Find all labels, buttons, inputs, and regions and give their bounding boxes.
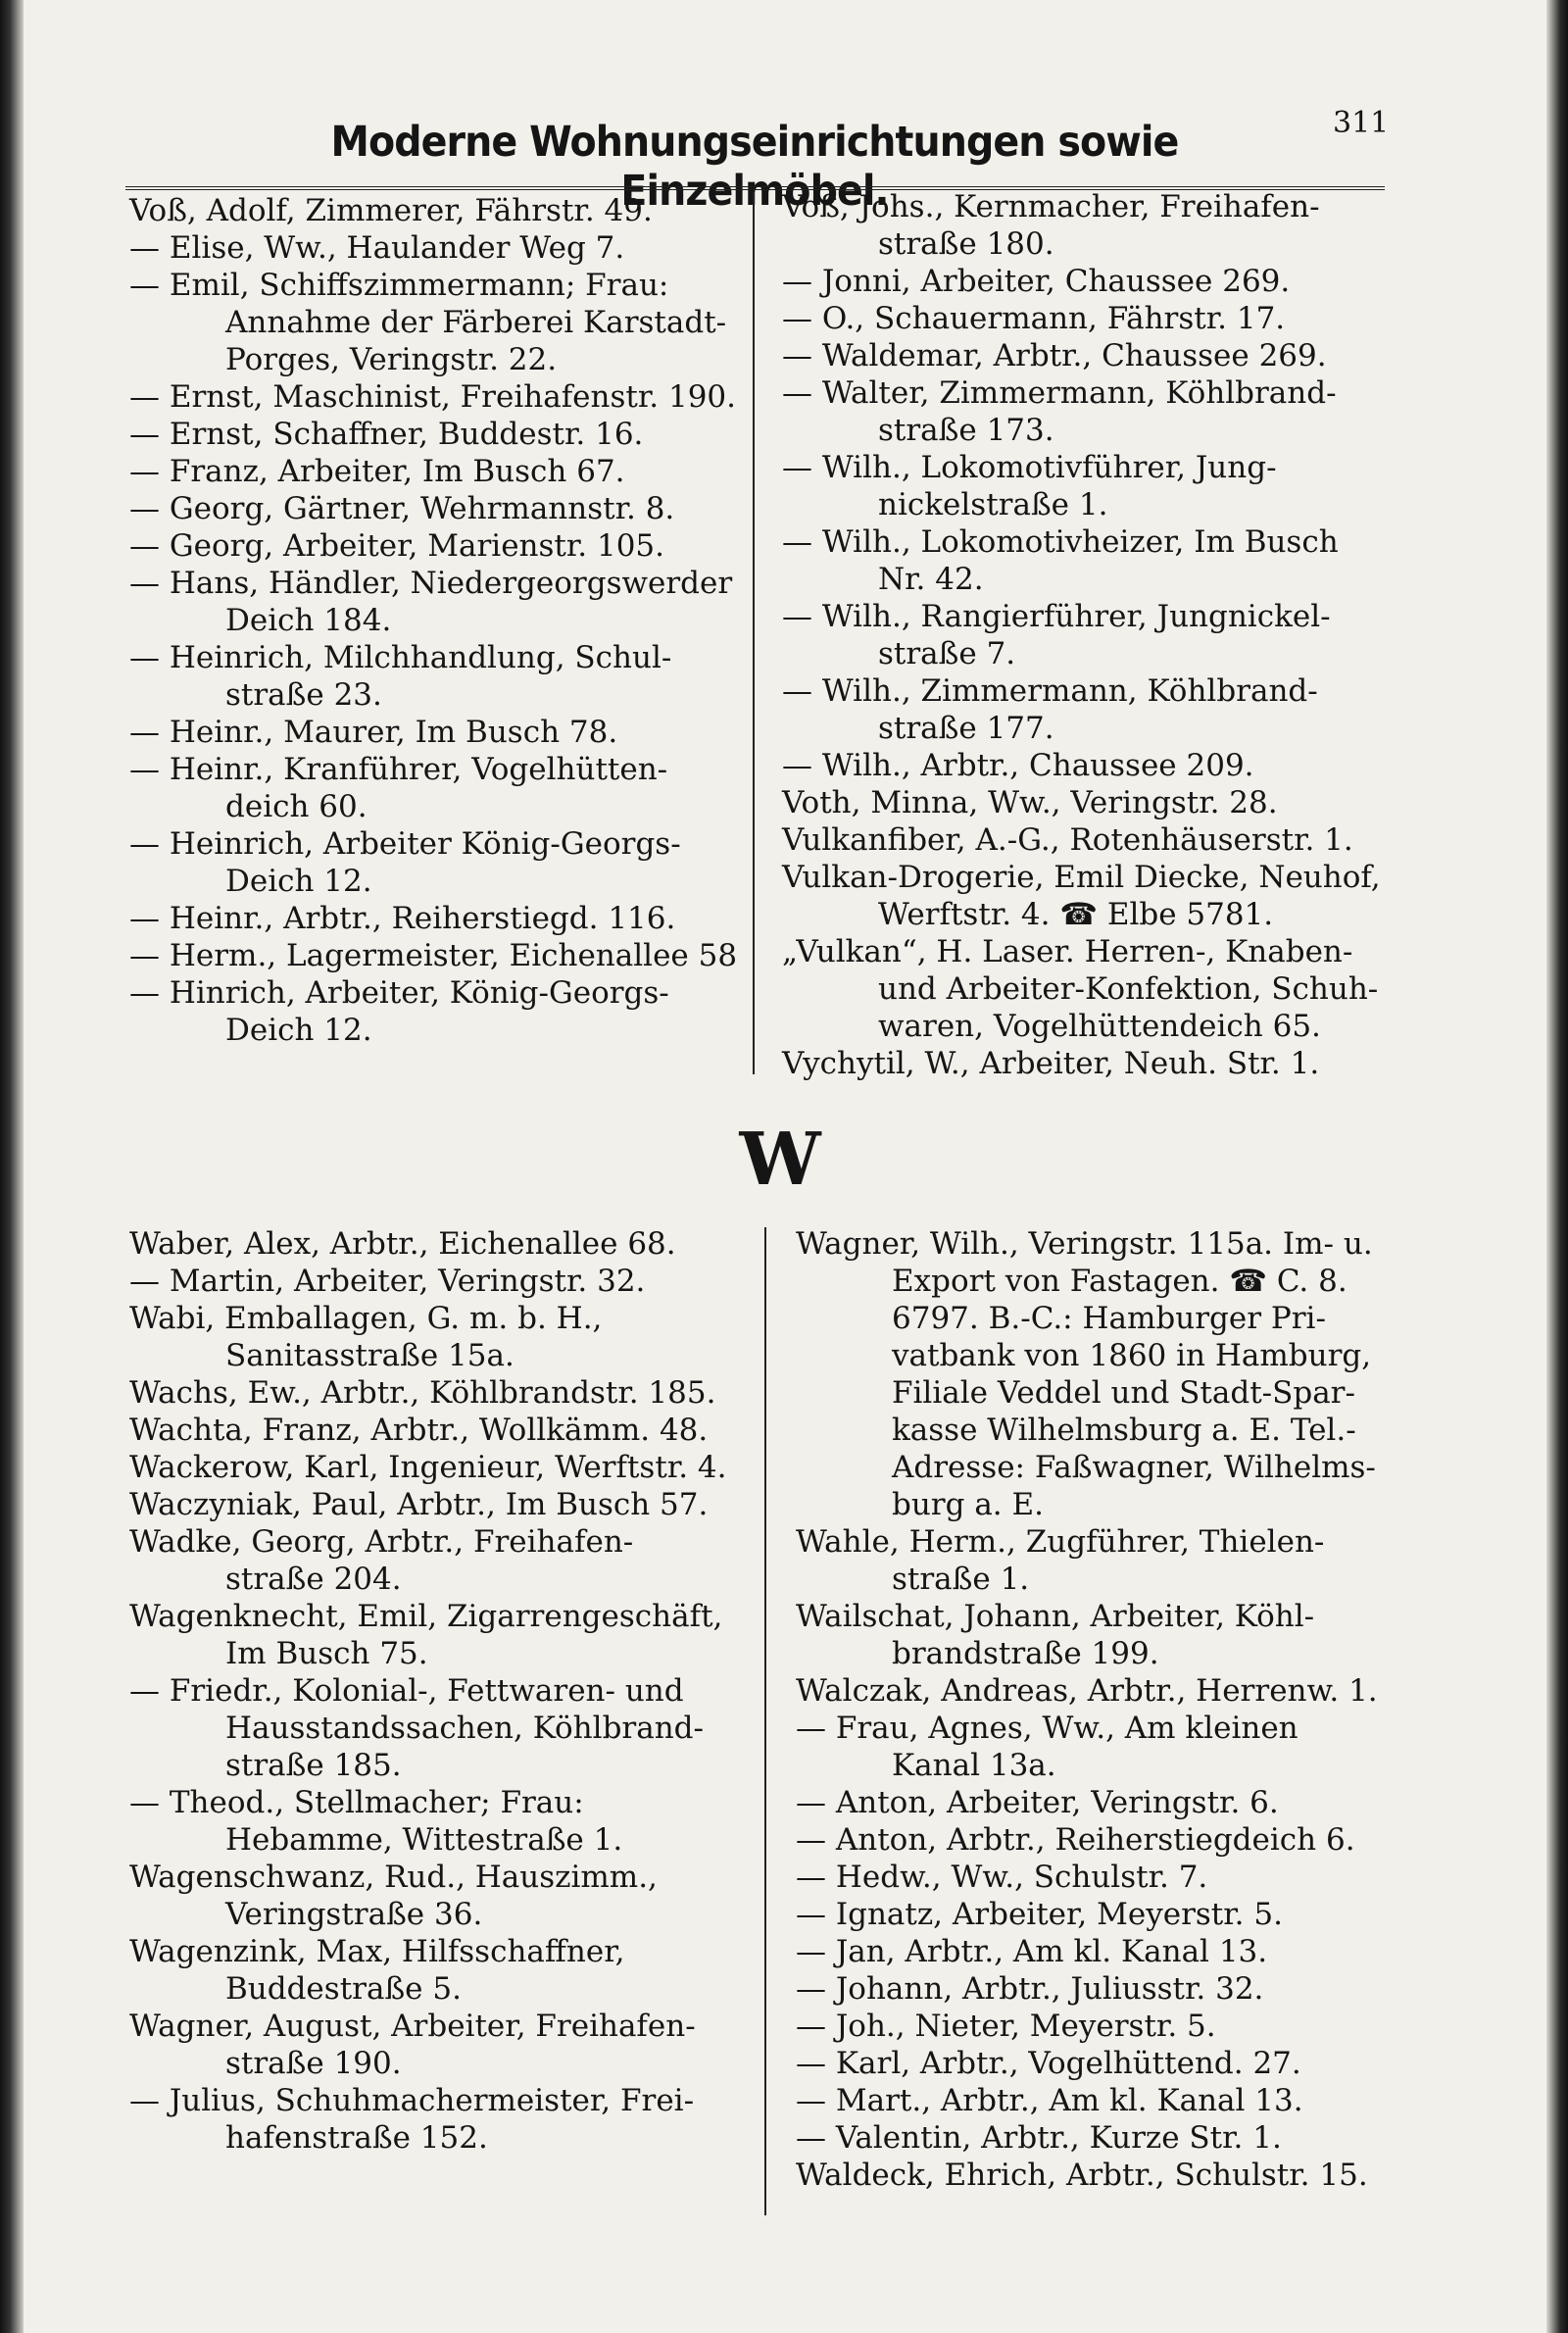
- entry-name-line: Wagner, August, Arbeiter, Freihafen-: [129, 2009, 696, 2044]
- directory-entry: [782, 933, 1409, 1045]
- entry-name-line: Waldeck, Ehrich, Arbtr., Schulstr. 15.: [796, 2158, 1368, 2193]
- directory-entry: [129, 229, 727, 267]
- directory-entry: [129, 453, 727, 490]
- entry-name-line: — Friedr., Kolonial-, Fettwaren- und: [129, 1673, 684, 1709]
- entry-continuation-line: straße 23.: [225, 677, 382, 713]
- directory-entry: [796, 1784, 1423, 1821]
- entry-continuation-line: straße 177.: [878, 711, 1054, 746]
- entry-continuation-line: 6797. B.-C.: Hamburger Pri-: [892, 1301, 1326, 1336]
- entry-continuation-line: Hebamme, Wittestraße 1.: [225, 1822, 623, 1858]
- entry-continuation-line: burg a. E.: [892, 1487, 1044, 1522]
- directory-entry: [129, 1225, 737, 1263]
- entry-continuation-line: Hausstandssachen, Köhlbrand-: [225, 1711, 704, 1746]
- entry-name-line: — Joh., Nieter, Meyerstr. 5.: [796, 2009, 1216, 2044]
- entry-continuation-line: straße 173.: [878, 413, 1054, 448]
- entry-name-line: Wailschat, Johann, Arbeiter, Köhl-: [796, 1599, 1315, 1634]
- entry-continuation-line: Annahme der Färberei Karstadt-: [225, 305, 727, 340]
- entry-name-line: — Heinrich, Arbeiter König-Georgs-: [129, 826, 681, 862]
- entry-name-line: — Johann, Arbtr., Juliusstr. 32.: [796, 1971, 1264, 2007]
- directory-entry: [129, 1598, 737, 1672]
- entry-name-line: Waczyniak, Paul, Arbtr., Im Busch 57.: [129, 1487, 709, 1522]
- entry-name-line: „Vulkan“, H. Laser. Herren-, Knaben-: [782, 934, 1353, 969]
- directory-entry: [782, 1045, 1409, 1082]
- directory-entry: [796, 1672, 1423, 1710]
- entry-name-line: — Wilh., Zimmermann, Köhlbrand-: [782, 673, 1318, 709]
- entry-name-line: — Herm., Lagermeister, Eichenallee 58: [129, 938, 738, 973]
- entry-name-line: Wabi, Emballagen, G. m. b. H.,: [129, 1301, 603, 1336]
- entry-continuation-line: Buddestraße 5.: [225, 1971, 462, 2007]
- directory-entry: [782, 188, 1409, 263]
- entry-name-line: — Julius, Schuhmachermeister, Frei-: [129, 2083, 695, 2118]
- entry-name-line: — Hinrich, Arbeiter, König-Georgs-: [129, 975, 669, 1011]
- entry-name-line: — Anton, Arbeiter, Veringstr. 6.: [796, 1785, 1279, 1820]
- entry-continuation-line: kasse Wilhelmsburg a. E. Tel.-: [892, 1413, 1356, 1448]
- entry-name-line: — Heinrich, Milchhandlung, Schul-: [129, 640, 672, 675]
- directory-entry: [129, 639, 727, 714]
- entry-continuation-line: Werftstr. 4. ☎ Elbe 5781.: [878, 897, 1274, 932]
- entry-name-line: Wagenschwanz, Rud., Hauszimm.,: [129, 1860, 658, 1895]
- entry-continuation-line: und Arbeiter-Konfektion, Schuh-: [878, 971, 1379, 1007]
- entry-name-line: Voß, Johs., Kernmacher, Freihafen-: [782, 189, 1320, 224]
- column-top-left: [129, 192, 738, 1049]
- directory-entry: [129, 1374, 737, 1412]
- entry-continuation-line: brandstraße 199.: [892, 1636, 1159, 1671]
- entry-name-line: — Georg, Gärtner, Wehrmannstr. 8.: [129, 491, 675, 526]
- page-header-title: Moderne Wohnungseinrichtungen sowie Einzelmöbel.: [330, 118, 1179, 216]
- directory-entry: [129, 714, 727, 751]
- entry-continuation-line: hafenstraße 152.: [225, 2120, 488, 2156]
- directory-entry: [782, 784, 1409, 821]
- entry-name-line: Vychytil, W., Arbeiter, Neuh. Str. 1.: [782, 1046, 1320, 1081]
- entry-name-line: Waber, Alex, Arbtr., Eichenallee 68.: [129, 1226, 676, 1262]
- directory-entry: [796, 2119, 1423, 2157]
- entry-name-line: — Jan, Arbtr., Am kl. Kanal 13.: [796, 1934, 1268, 1969]
- entry-name-line: — Emil, Schiffszimmermann; Frau:: [129, 268, 669, 303]
- directory-entry: [782, 337, 1409, 374]
- entry-name-line: — Ignatz, Arbeiter, Meyerstr. 5.: [796, 1897, 1283, 1932]
- directory-entry: [796, 1896, 1423, 1933]
- entry-name-line: — Heinr., Kranführer, Vogelhütten-: [129, 752, 668, 787]
- column-top-right: [782, 188, 1409, 1082]
- entry-continuation-line: vatbank von 1860 in Hamburg,: [892, 1338, 1372, 1373]
- entry-name-line: Walczak, Andreas, Arbtr., Herrenw. 1.: [796, 1673, 1378, 1709]
- directory-entry: [129, 378, 737, 416]
- directory-entry: [782, 263, 1409, 300]
- column-bottom-left: [129, 1225, 737, 2157]
- directory-entry: [796, 2157, 1423, 2194]
- entry-continuation-line: Export von Fastagen. ☎ C. 8.: [892, 1264, 1348, 1299]
- directory-entry: [782, 523, 1409, 598]
- entry-continuation-line: straße 185.: [225, 1748, 402, 1783]
- directory-entry: [129, 527, 727, 565]
- directory-entry: [796, 1523, 1423, 1598]
- directory-entry: [129, 1263, 737, 1300]
- directory-entry: [782, 821, 1409, 859]
- entry-name-line: Vulkanfiber, A.-G., Rotenhäuserstr. 1.: [782, 822, 1353, 858]
- directory-entry: [796, 2045, 1423, 2082]
- entry-name-line: — Jonni, Arbeiter, Chaussee 269.: [782, 264, 1291, 299]
- entry-name-line: — Valentin, Arbtr., Kurze Str. 1.: [796, 2120, 1282, 2156]
- entry-continuation-line: Adresse: Faßwagner, Wilhelms-: [892, 1450, 1376, 1485]
- directory-entry: [129, 1412, 737, 1449]
- entry-continuation-line: Sanitasstraße 15a.: [225, 1338, 514, 1373]
- column-bottom-right: [796, 1225, 1423, 2194]
- entry-continuation-line: straße 204.: [225, 1562, 402, 1597]
- directory-entry: [782, 859, 1409, 933]
- directory-entry: [782, 374, 1409, 449]
- entry-continuation-line: Deich 12.: [225, 864, 372, 899]
- directory-entry: [796, 1710, 1423, 1784]
- entry-name-line: Wachta, Franz, Arbtr., Wollkämm. 48.: [129, 1413, 709, 1448]
- directory-entry: [796, 1933, 1423, 1970]
- entry-continuation-line: Porges, Veringstr. 22.: [225, 342, 558, 377]
- section-letter-heading: W: [739, 1117, 821, 1202]
- entry-name-line: — Wilh., Lokomotivheizer, Im Busch: [782, 524, 1339, 560]
- entry-name-line: — Georg, Arbeiter, Marienstr. 105.: [129, 528, 665, 564]
- directory-entry: [796, 1598, 1423, 1672]
- directory-entry: [129, 1859, 737, 1933]
- entry-name-line: Voß, Adolf, Zimmerer, Fährstr. 49.: [129, 193, 653, 228]
- directory-entry: [129, 1523, 737, 1598]
- column-divider-bottom: [764, 1227, 766, 2215]
- entry-name-line: Wackerow, Karl, Ingenieur, Werftstr. 4.: [129, 1450, 727, 1485]
- entry-continuation-line: straße 1.: [892, 1562, 1030, 1597]
- entry-name-line: — Ernst, Schaffner, Buddestr. 16.: [129, 417, 644, 452]
- entry-name-line: — Frau, Agnes, Ww., Am kleinen: [796, 1711, 1298, 1746]
- page-number: 311: [1333, 106, 1390, 140]
- directory-entry: [129, 937, 738, 974]
- directory-entry: [129, 1933, 737, 2008]
- entry-name-line: — Wilh., Rangierführer, Jungnickel-: [782, 599, 1331, 634]
- entry-name-line: Wagner, Wilh., Veringstr. 115a. Im- u.: [796, 1226, 1373, 1262]
- directory-entry: [129, 1300, 737, 1374]
- directory-entry: [129, 900, 727, 937]
- directory-entry: [129, 267, 727, 378]
- directory-entry: [782, 672, 1409, 747]
- entry-continuation-line: Veringstraße 36.: [225, 1897, 483, 1932]
- directory-entry: [796, 1225, 1423, 1523]
- directory-entry: [129, 974, 727, 1049]
- directory-entry: [129, 825, 727, 900]
- entry-name-line: — Elise, Ww., Haulander Weg 7.: [129, 230, 625, 266]
- directory-entry: [782, 300, 1409, 337]
- entry-name-line: — Hans, Händler, Niedergeorgswerder: [129, 566, 733, 601]
- column-divider-top: [753, 192, 755, 1074]
- entry-name-line: — Waldemar, Arbtr., Chaussee 269.: [782, 338, 1327, 373]
- entry-continuation-line: nickelstraße 1.: [878, 487, 1108, 522]
- entry-name-line: Wahle, Herm., Zugführer, Thielen-: [796, 1524, 1325, 1560]
- entry-continuation-line: waren, Vogelhüttendeich 65.: [878, 1009, 1321, 1044]
- directory-entry: [129, 2008, 737, 2082]
- directory-entry: [796, 2008, 1423, 2045]
- directory-entry: [796, 1859, 1423, 1896]
- entry-name-line: — O., Schauermann, Fährstr. 17.: [782, 301, 1286, 336]
- entry-name-line: — Wilh., Lokomotivführer, Jung-: [782, 450, 1277, 485]
- entry-continuation-line: straße 190.: [225, 2046, 402, 2081]
- entry-name-line: Wachs, Ew., Arbtr., Köhlbrandstr. 185.: [129, 1375, 716, 1411]
- entry-name-line: — Anton, Arbtr., Reiherstiegdeich 6.: [796, 1822, 1355, 1858]
- entry-name-line: — Walter, Zimmermann, Köhlbrand-: [782, 375, 1337, 411]
- entry-name-line: Wagenzink, Max, Hilfsschaffner,: [129, 1934, 625, 1969]
- entry-name-line: — Theod., Stellmacher; Frau:: [129, 1785, 584, 1820]
- directory-entry: [129, 2082, 737, 2157]
- directory-entry: [796, 1970, 1423, 2008]
- entry-name-line: — Martin, Arbeiter, Veringstr. 32.: [129, 1264, 646, 1299]
- entry-continuation-line: Nr. 42.: [878, 562, 984, 597]
- directory-entry: [129, 416, 727, 453]
- directory-entry: [796, 2082, 1423, 2119]
- entry-continuation-line: Im Busch 75.: [225, 1636, 428, 1671]
- entry-name-line: — Mart., Arbtr., Am kl. Kanal 13.: [796, 2083, 1303, 2118]
- entry-name-line: Wadke, Georg, Arbtr., Freihafen-: [129, 1524, 634, 1560]
- directory-entry: [129, 192, 727, 229]
- entry-name-line: Vulkan-Drogerie, Emil Diecke, Neuhof,: [782, 860, 1381, 895]
- page-edge-left: [0, 0, 24, 2333]
- entry-continuation-line: Deich 12.: [225, 1013, 372, 1048]
- directory-entry: [782, 449, 1409, 523]
- entry-continuation-line: Deich 184.: [225, 603, 392, 638]
- entry-continuation-line: Kanal 13a.: [892, 1748, 1056, 1783]
- entry-name-line: — Wilh., Arbtr., Chaussee 209.: [782, 748, 1254, 783]
- entry-continuation-line: Filiale Veddel und Stadt-Spar-: [892, 1375, 1355, 1411]
- entry-name-line: — Heinr., Arbtr., Reiherstiegd. 116.: [129, 901, 676, 936]
- entry-continuation-line: straße 7.: [878, 636, 1016, 671]
- directory-entry: [129, 565, 733, 639]
- directory-entry: [796, 1821, 1423, 1859]
- directory-entry: [129, 1672, 737, 1784]
- entry-continuation-line: straße 180.: [878, 226, 1054, 262]
- entry-name-line: Wagenknecht, Emil, Zigarrengeschäft,: [129, 1599, 723, 1634]
- directory-entry: [129, 751, 727, 825]
- directory-entry: [782, 747, 1409, 784]
- directory-entry: [129, 1486, 737, 1523]
- directory-entry: [129, 490, 727, 527]
- entry-name-line: — Hedw., Ww., Schulstr. 7.: [796, 1860, 1208, 1895]
- directory-entry: [129, 1449, 737, 1486]
- entry-name-line: — Ernst, Maschinist, Freihafenstr. 190.: [129, 379, 737, 415]
- page-edge-right: [1546, 0, 1568, 2333]
- directory-entry: [129, 1784, 737, 1859]
- directory-entry: [782, 598, 1409, 672]
- entry-continuation-line: deich 60.: [225, 789, 368, 824]
- entry-name-line: Voth, Minna, Ww., Veringstr. 28.: [782, 785, 1278, 820]
- entry-name-line: — Heinr., Maurer, Im Busch 78.: [129, 715, 618, 750]
- entry-name-line: — Karl, Arbtr., Vogelhüttend. 27.: [796, 2046, 1301, 2081]
- entry-name-line: — Franz, Arbeiter, Im Busch 67.: [129, 454, 625, 489]
